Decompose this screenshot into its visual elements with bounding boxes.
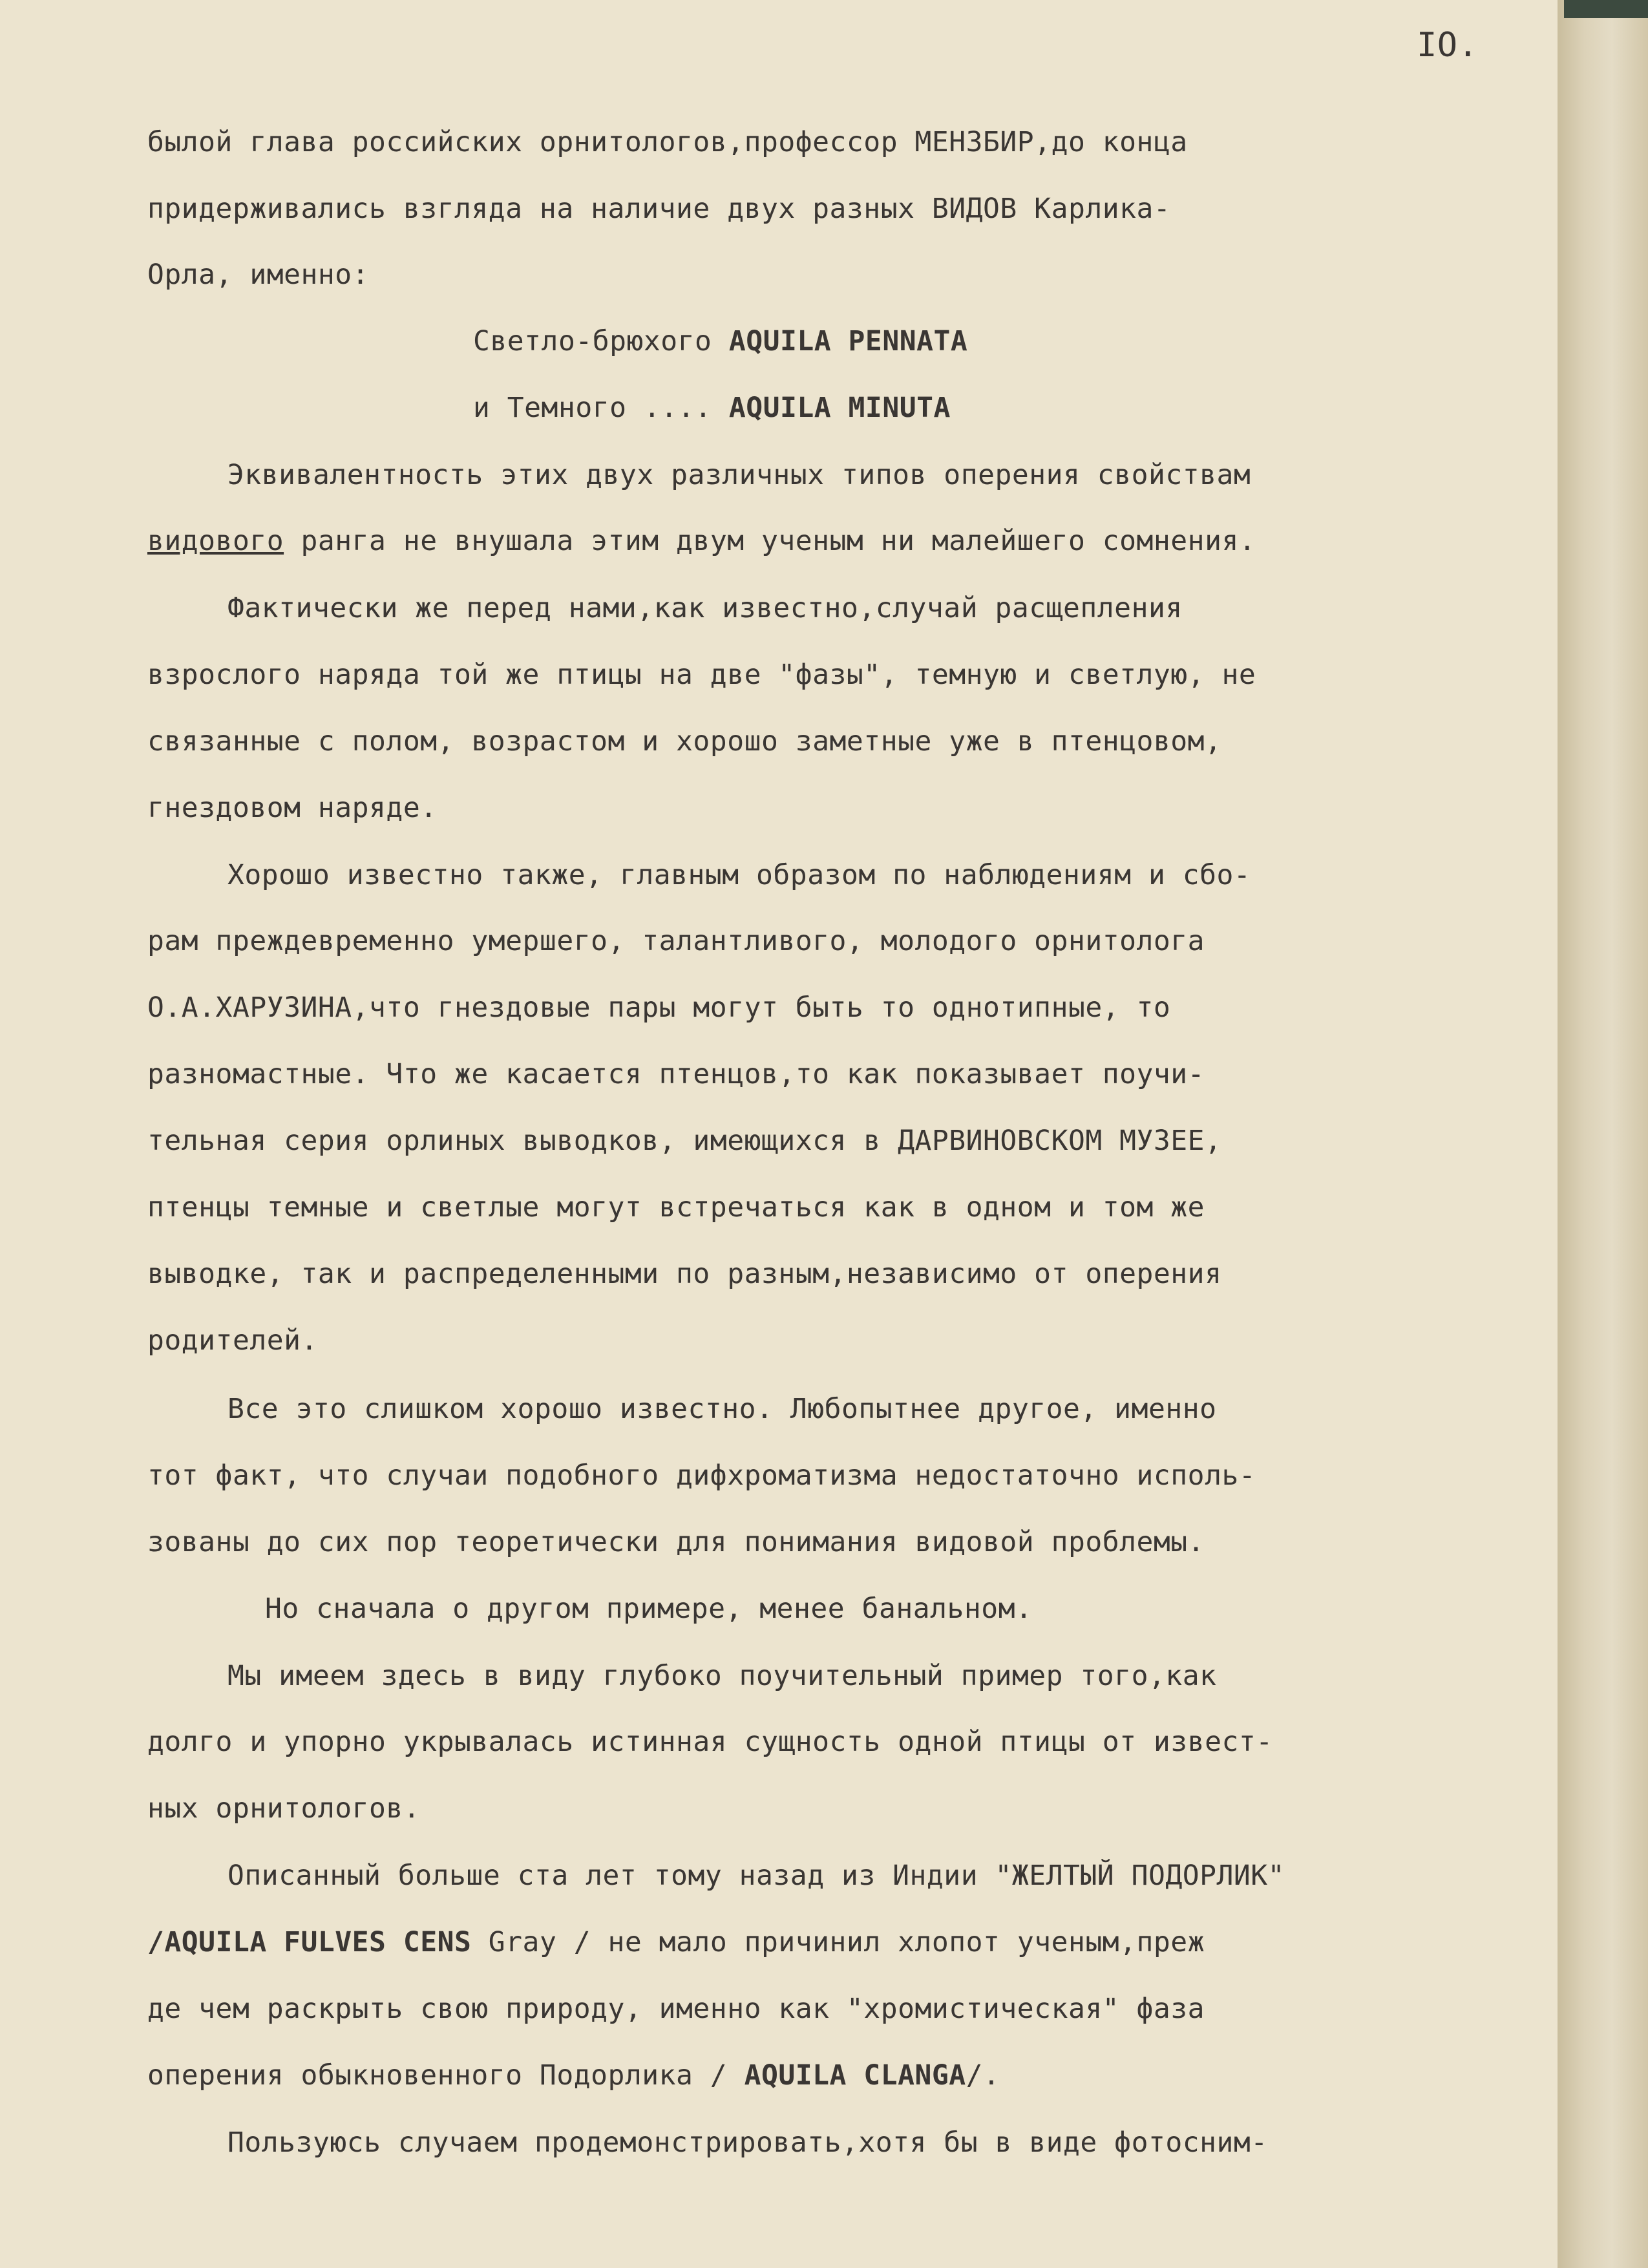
text-line xyxy=(227,592,1183,624)
text-line xyxy=(147,1526,1205,1558)
text-segment: Эквивалентность этих двух различных типов оперения свойствам xyxy=(227,459,1251,491)
text-segment: былой глава российских орнитологов,профессор МЕНЗБИР,до конца xyxy=(147,126,1188,158)
text-line xyxy=(227,1660,1217,1692)
taxon-name: AQUILA PENNATA xyxy=(728,325,968,357)
text-line xyxy=(147,525,1256,557)
text-line xyxy=(473,392,951,424)
taxon-name: /AQUILA FULVES CENS xyxy=(147,1926,472,1958)
text-line xyxy=(147,1726,1273,1758)
text-line xyxy=(147,925,1205,957)
text-segment: /. xyxy=(966,2059,1000,2092)
text-segment: Светло-брюхого xyxy=(473,325,729,357)
text-line xyxy=(147,2059,1000,2092)
text-segment: де чем раскрыть свою природу, именно как "хромистическая" фаза xyxy=(147,1993,1205,2025)
text-segment: Описанный больше ста лет тому назад из Индии "ЖЕЛТЫЙ ПОДОРЛИК" xyxy=(227,1860,1285,1892)
text-segment: Пользуюсь случаем продемонстрировать,хотя бы в виде фотосним- xyxy=(227,2126,1268,2159)
text-line xyxy=(147,725,1221,758)
text-line xyxy=(147,1926,1205,1958)
text-segment: птенцы темные и светлые могут встречаться как в одном и том же xyxy=(147,1191,1205,1224)
text-line xyxy=(473,325,967,357)
text-segment: разномастные. Что же касается птенцов,то как показывает поучи- xyxy=(147,1058,1205,1090)
text-segment: выводке, так и распределенными по разным,независимо от оперения xyxy=(147,1258,1222,1290)
text-segment: рам преждевременно умершего, талантливого, молодого орнитолога xyxy=(147,925,1205,957)
text-segment: ных орнитологов. xyxy=(147,1792,421,1825)
text-segment: О.А.ХАРУЗИНА,что гнездовые пары могут быть то однотипные, то xyxy=(147,991,1171,1024)
text-line xyxy=(227,859,1251,891)
text-line xyxy=(147,659,1256,691)
page-number: IO. xyxy=(1417,26,1479,65)
text-segment: Все это слишком хорошо известно. Любопытнее другое, именно xyxy=(227,1393,1217,1425)
text-segment: долго и упорно укрывалась истинная сущность одной птицы от извест- xyxy=(147,1726,1273,1758)
text-segment: родителей. xyxy=(147,1324,318,1357)
underlined-word: видового xyxy=(147,525,284,557)
text-line xyxy=(147,1258,1221,1290)
text-line xyxy=(147,126,1188,158)
cover-edge xyxy=(1564,0,1648,18)
text-line xyxy=(147,1324,318,1357)
taxon-name: AQUILA MINUTA xyxy=(728,392,951,424)
text-segment: Но сначала о другом примере, менее банальном. xyxy=(265,1593,1033,1625)
text-segment: зованы до сих пор теоретически для понимания видовой проблемы. xyxy=(147,1526,1205,1558)
text-segment: Хорошо известно также, главным образом по наблюдениям и сбо- xyxy=(227,859,1251,891)
text-line xyxy=(227,1393,1217,1425)
text-line xyxy=(147,991,1170,1024)
text-line xyxy=(147,792,438,824)
text-segment: Мы имеем здесь в виду глубоко поучительный пример того,как xyxy=(227,1660,1217,1692)
text-segment: и Темного .... xyxy=(473,392,729,424)
text-line xyxy=(265,1593,1032,1625)
text-line xyxy=(227,1860,1285,1892)
text-segment: гнездовом наряде. xyxy=(147,792,438,824)
text-line xyxy=(147,1125,1221,1157)
text-line xyxy=(147,1459,1256,1492)
text-segment: Орла, именно: xyxy=(147,259,370,291)
next-page-edge xyxy=(1558,0,1648,2268)
text-segment: оперения обыкновенного Подорлика / xyxy=(147,2059,745,2092)
text-line xyxy=(147,1058,1205,1090)
text-line xyxy=(147,259,369,291)
text-segment: ранга не внушала этим двум ученым ни малейшего сомнения. xyxy=(284,525,1256,557)
text-line xyxy=(147,1191,1205,1224)
text-segment: Фактически же перед нами,как известно,случай расщепления xyxy=(227,592,1183,624)
text-line xyxy=(147,1993,1205,2025)
text-segment: тельная серия орлиных выводков, имеющихся в ДАРВИНОВСКОМ МУЗЕЕ, xyxy=(147,1125,1222,1157)
text-segment: Gray / не мало причинил хлопот ученым,преж xyxy=(471,1926,1205,1958)
taxon-name: AQUILA CLANGA xyxy=(744,2059,966,2092)
text-line xyxy=(227,459,1251,491)
text-segment: тот факт, что случаи подобного дифхроматизма недостаточно исполь- xyxy=(147,1459,1256,1492)
text-segment: связанные с полом, возрастом и хорошо заметные уже в птенцовом, xyxy=(147,725,1222,758)
text-line xyxy=(147,193,1170,225)
text-line xyxy=(147,1792,420,1825)
text-line xyxy=(227,2126,1268,2159)
text-segment: взрослого наряда той же птицы на две "фазы", темную и светлую, не xyxy=(147,659,1256,691)
text-segment: придерживались взгляда на наличие двух разных ВИДОВ Карлика- xyxy=(147,193,1171,225)
